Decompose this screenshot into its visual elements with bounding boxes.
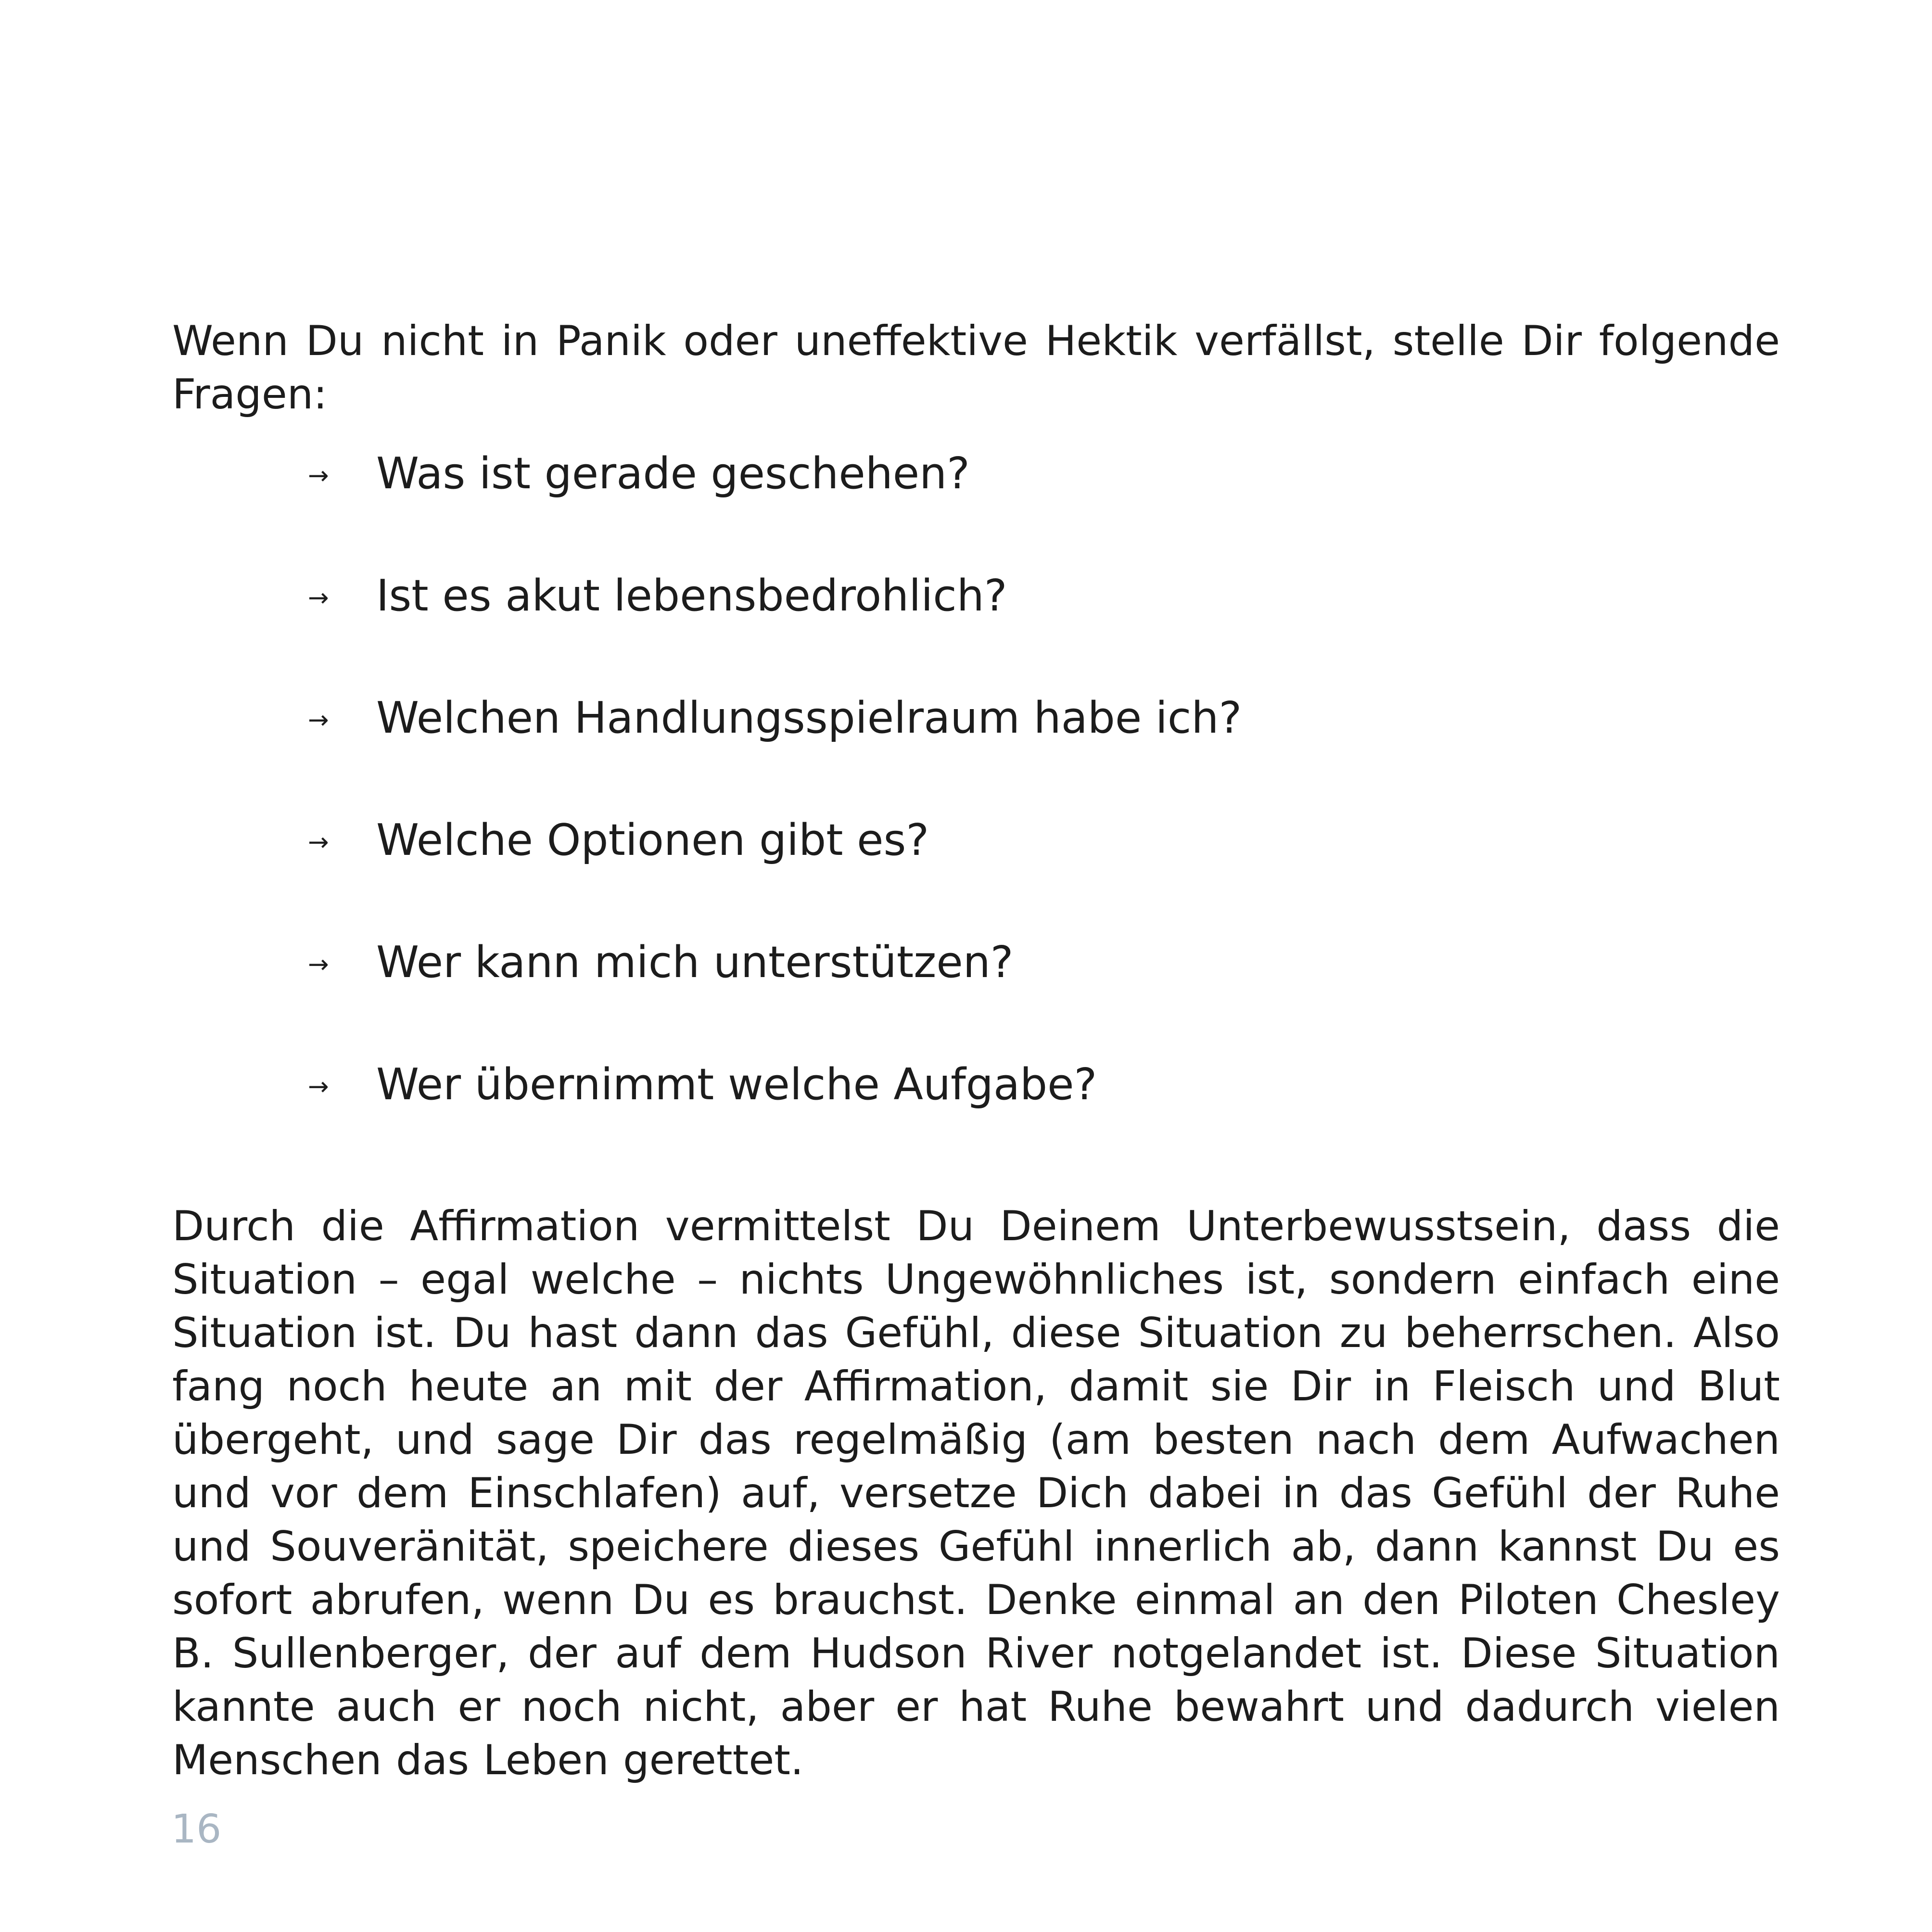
question-text: Wer kann mich unterstützen?: [376, 937, 1014, 988]
arrow-right-icon: →: [308, 950, 329, 979]
arrow-right-icon: →: [308, 461, 329, 490]
question-text: Was ist gerade geschehen?: [376, 448, 970, 499]
arrow-right-icon: →: [308, 828, 329, 857]
question-text: Welche Optionen gibt es?: [376, 815, 929, 865]
question-text: Welchen Handlungsspielraum habe ich?: [376, 693, 1242, 743]
arrow-right-icon: →: [308, 584, 329, 612]
arrow-right-icon: →: [308, 706, 329, 735]
question-text: Wer übernimmt welche Aufgabe?: [376, 1059, 1097, 1110]
arrow-right-icon: →: [308, 1072, 329, 1101]
page-number: 16: [171, 1806, 222, 1852]
body-paragraph: Durch die Affirmation vermittelst Du Deinem Unterbewusstsein, dass die Situation – egal welche – nichts Ungewöhnliches ist, sondern einfach eine Situation ist. Du hast dann das Gefühl, diese Situation zu beherrschen. Also fang noch heute an mit der Affirmation, damit sie Dir in Fleisch und Blut übergeht, und sage Dir das regelmäßig (am besten nach dem Aufwachen und vor dem Einschlafen) auf, versetze Dich dabei in das Gefühl der Ruhe und Souveränität, speichere dieses Gefühl innerlich ab, dann kannst Du es sofort abrufen, wenn Du es brauchst. Denke einmal an den Piloten Chesley B. Sullenberger, der auf dem Hudson River notgelandet ist. Diese Situation kannte auch er noch nicht, aber er hat Ruhe bewahrt und dadurch vielen Menschen das Leben gerettet.: [172, 1202, 1780, 1784]
question-text: Ist es akut lebensbedrohlich?: [376, 571, 1007, 621]
intro-paragraph: Wenn Du nicht in Panik oder uneffektive Hektik verfällst, stelle Dir folgende Fragen:: [172, 317, 1780, 419]
